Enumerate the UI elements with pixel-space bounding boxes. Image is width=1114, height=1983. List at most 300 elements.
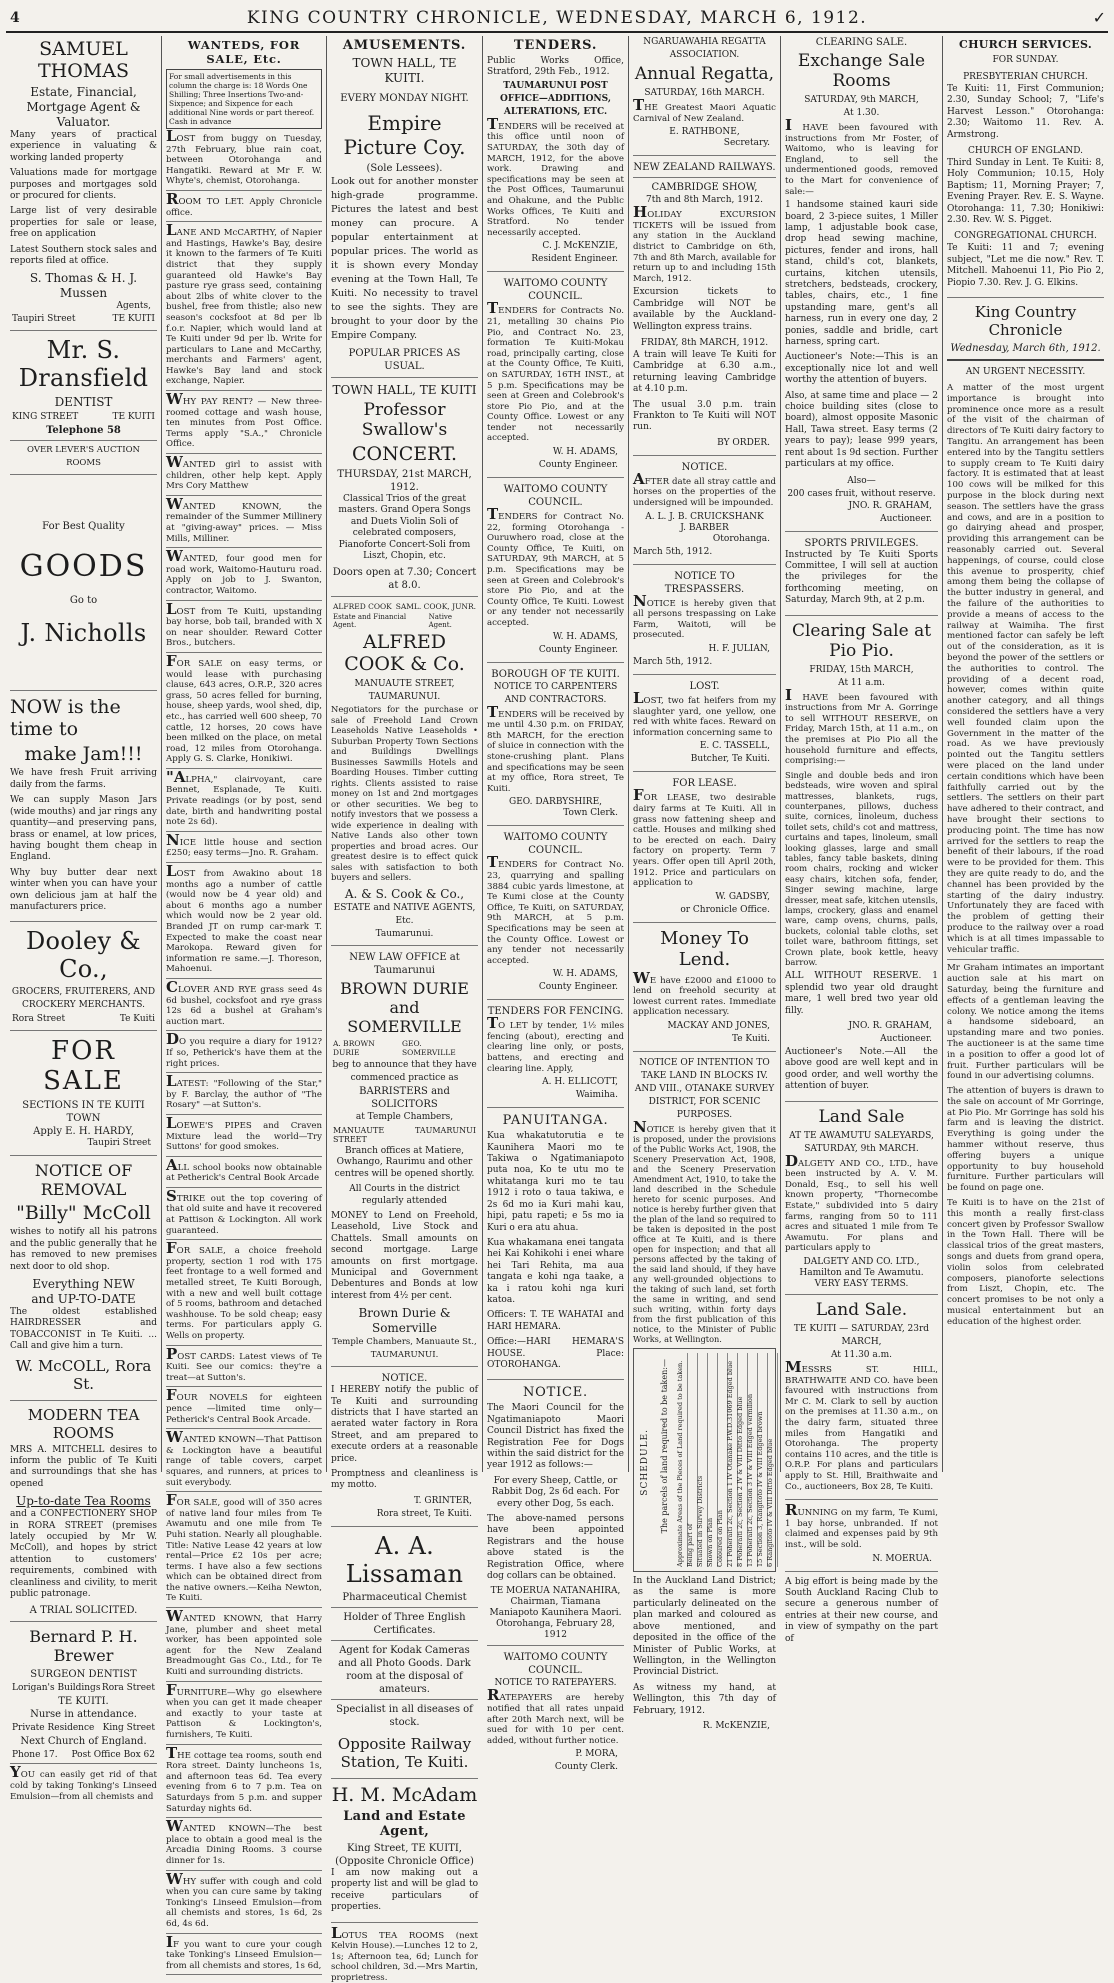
- ad-title: SAMUEL THOMAS: [10, 38, 157, 82]
- schedule-column-header: Coloured on Plan: [716, 1353, 728, 1567]
- notice-signature: R. McKENZIE,: [633, 1721, 770, 1732]
- church-text: Third Sunday in Lent. Te Kuiti: 8, Holy Communion; 10.15, Holy Baptism; 11, Morning Prayer; 7, Evening Prayer. Rev. E. S. Wayne. Otorohanga: 11, 7.30; Honikiwi: 2.30. Rev. W. S. Pigget.: [947, 158, 1104, 226]
- ad-signature: Agents,: [10, 301, 151, 312]
- notice-ratepayers: [487, 1651, 624, 1779]
- ad-address: [12, 1683, 155, 1693]
- address-street: Private Residence: [12, 1723, 94, 1733]
- notice-subtitle: CAMBRIDGE SHOW,: [633, 181, 776, 194]
- notice-signature: P. MORA,: [487, 1749, 618, 1760]
- notice-title: PANUITANGA.: [487, 1113, 624, 1128]
- section-heading: CHURCH SERVICES.: [947, 38, 1104, 51]
- ad-signature: ESTATE and NATIVE AGENTS, Etc.: [331, 902, 478, 928]
- ad-text: Branch offices at Matiere, Owhango, Raurimu and other centres will be opened shortly.: [331, 1146, 478, 1180]
- masthead-rule: [6, 31, 1108, 33]
- ad-text: SECTIONS IN TE KUITI TOWN: [10, 1099, 157, 1125]
- notice-signature: J. BARBER: [633, 523, 776, 534]
- ad-title: NOTICE OF REMOVAL: [10, 1161, 157, 1199]
- ad-text: Also—: [785, 475, 938, 488]
- ad-title: A. A. Lissaman: [331, 1532, 478, 1588]
- ad-text: 200 cases fruit, without reserve.: [785, 488, 938, 501]
- ad-mcadam: [331, 1784, 478, 1923]
- classified-ad: FOR SALE on easy terms, or would lease with purchasing clause, 643 acres, O.R.P., 320 acres grass, 50 acres felled for burning, house, sheep yards, wool shed, dip, etc., has carried well 600 sheep, 70 cattle, 12 horses, 20 cows have been milked on the place, on metal road, 12 miles from Otorohanga. Apply G. S. Clarke, Honikiwi.: [166, 656, 322, 765]
- church-text: Te Kuiti: 11 and 7; evening subject, "Let me die now." Rev. T. Mitchell. Mahoenui 11, Pio Pio 2, Piopio 7.30. Rev. J. G. Elkins.: [947, 243, 1104, 289]
- ad-text: We can supply Mason Jars (wide mouths) and jar rings any quantity—and preserving pans, brass or enamel, at low prices, having bought them cheap in England.: [10, 795, 157, 863]
- name-left: A. BROWN DURIE: [333, 1039, 402, 1057]
- ad-text: King Street, TE KUITI,: [331, 1842, 478, 1855]
- classified-ad: IF you want to cure your cough take Tonking's Linseed Emulsion—from all chemists and stores, 1s 6d,: [166, 1937, 322, 1972]
- ad-text: Valuations made for mortgage purposes and mortgages sold or procured for clients.: [10, 168, 157, 202]
- column-4: [483, 36, 629, 1472]
- ad-text: Why buy butter dear next winter when you can have your own delicious jam at half the manufacturers price.: [10, 868, 157, 914]
- tender-signature: C. J. McKENZIE,: [487, 241, 618, 252]
- classified-ad: WANTED KNOWN—That Pattison & Lockington have a beautiful range of table covers, carpet squares, and runners, at prices to suit everybody.: [166, 1432, 322, 1488]
- ad-jam: [10, 696, 157, 922]
- po-box: Post Office Box 62: [71, 1750, 155, 1760]
- ad-title: Mr. S. Dransfield: [10, 336, 157, 392]
- tender-contract-21: [487, 277, 624, 478]
- ad-signature: DALGETY AND CO. LTD.,: [785, 1257, 938, 1268]
- ad-alfred-cook: [331, 602, 478, 946]
- ad-signature: or Chronicle Office.: [633, 905, 770, 916]
- column-3: [327, 36, 483, 1472]
- ad-text: DALGETY AND CO., LTD., have been instructed by A. V. M. Donald, Esq., to sell his well known property, "Thornecombe Estate," subdivided into 5 dairy farms, ranging from 50 to 111 acres and situated 1 mile from Te Awamutu. For plans and particulars apply to: [785, 1156, 938, 1254]
- notice-signature: Butcher, Te Kuiti.: [633, 754, 770, 765]
- schedule-column-header: Shown on Plan: [706, 1353, 718, 1567]
- notice-text: For every Sheep, Cattle, or Rabbit Dog, 2s 6d each. For every other Dog, 5s each.: [487, 1476, 624, 1510]
- tender-contract-23: [487, 831, 624, 1000]
- notice-text: NOTICE is hereby given that it is proposed, under the provisions of the Public Works Act, 1908, the Scenery Preservation Act, 1908, and the Scenery Preservation Amendment Act, 1910, to take the land described in the Schedule hereto for scenic purposes. And notice is hereby further given that the plan of the land so required to be taken is deposited in the post office at Te Kuiti, and is there open for inspection; and that all persons affected by the taking of the said land should, if they have any well-grounded objections to the taking of such land, set forth the same in writing, and send such writing, within forty days from the first publication of this notice, to the Minister of Public Works, at Wellington.: [633, 1122, 776, 1344]
- tender-signature: W. H. ADAMS,: [487, 447, 618, 458]
- ad-signature: Temple Chambers, Manuaute St., TAUMARUNUI.: [331, 1336, 478, 1362]
- tender-signature: W. H. ADAMS,: [487, 632, 618, 643]
- ad-signature: S. Thomas & H. J. Mussen: [10, 271, 157, 301]
- classified-ad: CLOVER AND RYE grass seed 4s 6d bushel, cocksfoot and rye grass 12s 6d a bushel at Graham's auction mart.: [166, 982, 322, 1027]
- ad-text: MESSRS ST. HILL, BRATHWAITE AND CO. have been favoured with instructions from Mr C. M. Clark to sell by auction on the premises at 11.30 a.m., on the dairy farm, situated three miles from Hangatiki and Otorohanga. The property contains 110 acres, and the title is O.R.P. For plans and particulars apply to St. Hill, Braithwaite and Co., auctioneers, Box 28, Te Kuiti.: [785, 1362, 938, 1492]
- tender-signature: County Engineer.: [487, 982, 618, 993]
- section-subheading: FOR SUNDAY.: [947, 54, 1104, 67]
- tender-title: BOROUGH OF TE KUITI.: [487, 668, 624, 681]
- editorial-header: [947, 303, 1104, 361]
- notice-signature: Chairman, Tiamana Maniapoto Kaunihera Maori.: [487, 1597, 624, 1619]
- ad-text: Single and double beds and iron bedsteads, wire woven and spiral mattresses, blankets, rugs, counterpanes, pillows, duchess suite, cornices, linoleum, duchess toilet sets, child's cot and mattress, curtains and tapes, linoleum, small looking glasses, large and small tables, fancy table baskets, dining room chairs, rocking and wicker easy chairs, kitchen sofa, fender, Singer sewing machine, large dresser, meat safe, kitchen utensils, lamps, crockery, glass and enamel ware, camp ovens, churns, pails, buckets, colonial table cloths, set toilet ware, bathroom fittings, set Crown plate, book kettle, heavy barrow.: [785, 770, 938, 968]
- notice-text: Excursion tickets to Cambridge will NOT be available by the Auckland-Wellington express trains.: [633, 287, 776, 333]
- ad-text: Holder of Three English Certificates.: [331, 1611, 478, 1637]
- notice-text: Officers: T. TE WAHATAI and HARI HEMARA.: [487, 1310, 624, 1333]
- notice-signature: H. F. JULIAN,: [633, 644, 770, 655]
- address-town: TE KUITI: [112, 314, 155, 324]
- ad-title: NOW is the time to: [10, 696, 157, 740]
- tender-text: Public Works Office, Stratford, 29th Feb., 1912.: [487, 56, 624, 79]
- ad-text: OVER LEVER'S AUCTION ROOMS: [10, 444, 157, 470]
- notice-signature: County Clerk.: [487, 1762, 618, 1773]
- notice-dog-registration: [487, 1385, 624, 1646]
- ad-title: FOR LEASE.: [633, 777, 776, 790]
- tender-signature: County Engineer.: [487, 645, 618, 656]
- ad-address: [12, 412, 155, 422]
- news-paragraph: Te Kuiti is to have on the 21st of this month a really first-class concert given by Professor Swallow in the Town Hall. There will be classical trios of the great masters, songs and duets from grand opera, violin solos from celebrated composers, pianoforte selections from Liszt, Chopin, etc. The concert promises to be not only a musical entertainment but an education of the highest order.: [947, 1198, 1104, 1328]
- ad-regatta: [633, 36, 776, 156]
- ad-subtitle: NEW LAW OFFICE at Taumarunui: [331, 951, 478, 977]
- classified-ad: WHY PAY RENT? — New three-roomed cottage and wash house, ten minutes from Post Office. Terms apply "S.A.," Chronicle Office.: [166, 394, 322, 450]
- address-town: TE KUITI: [112, 412, 155, 422]
- column-5: [629, 36, 781, 1472]
- ad-text: and a CONFECTIONERY SHOP in RORA STREET (premises lately occupied by Mr W. McColl), and hopes by strict attention to customers' requirements, combined with cleanliness and civility, to merit public patronage.: [10, 1509, 157, 1600]
- ad-signature: Taumarunui.: [331, 928, 478, 941]
- ad-title: Annual Regatta,: [633, 64, 776, 84]
- ad-signature: W. McCOLL, Rora St.: [10, 1357, 157, 1393]
- ad-subtitle: Mortgage Agent &: [10, 100, 157, 115]
- ad-samuel-thomas: [10, 38, 157, 331]
- ad-subtitle: AT TE AWAMUTU SALEYARDS,: [785, 1130, 938, 1143]
- ad-lissaman: [331, 1532, 478, 1779]
- ad-grinter-notice: [331, 1372, 478, 1527]
- page-number: 4: [10, 10, 20, 26]
- church-name: PRESBYTERIAN CHURCH.: [947, 71, 1104, 84]
- ad-title: BROWN DURIE and SOMERVILLE: [331, 979, 478, 1036]
- ad-text: Latest Southern stock sales and reports filed at office.: [10, 245, 157, 268]
- ad-for-sale-sections: [10, 1036, 157, 1156]
- land-schedule-table: [633, 1348, 776, 1572]
- ad-text: We have fresh Fruit arriving daily from the farms.: [10, 768, 157, 791]
- ad-address: [333, 1126, 476, 1144]
- address-town: Te Kuiti: [120, 1014, 155, 1024]
- ad-subtitle: SATURDAY, 9th MARCH,: [785, 94, 938, 107]
- ad-title: Opposite Railway Station, Te Kuiti.: [331, 1735, 478, 1771]
- ad-subtitle: MANUAUTE STREET, TAUMARUNUI.: [331, 678, 478, 704]
- ad-text: Also, at same time and place — 2 choice building sites (close to board), almost opposite Masonic Hall, Tawa street. Easy terms (2 years to pay); lease 999 years, rent about 1s 9d section. Further particulars at my office.: [785, 391, 938, 471]
- ad-signature: W. GADSBY,: [633, 892, 770, 903]
- tender-title: TAUMARUNUI POST OFFICE—ADDITIONS, ALTERATIONS, ETC.: [487, 80, 624, 119]
- ad-title: SPORTS PRIVILEGES.: [785, 537, 938, 550]
- classified-ad: WHY suffer with cough and cold when you can cure same by taking Tonking's Linseed Emulsion—from all chemists and stores, 1s 6d, 2s 6d, 4s 6d.: [166, 1874, 322, 1930]
- ad-names: [333, 1039, 476, 1057]
- church-text: Te Kuiti: 11, First Communion; 2.30, Sunday School; 7, "Life's Harvest Lesson." Otorohanga: 2.30; Waitomo 11. Rev. A. Armstrong.: [947, 84, 1104, 141]
- schedule-subtitle: The parcels of land required to be taken:—: [660, 1359, 672, 1533]
- ad-names: [333, 602, 476, 611]
- classified-ad: LOST from Awakino about 18 months ago a number of cattle (would now be 4 year old) and about 6 months ago a number which would now be 2 year old. Branded JT on rump car-mark T. Expected to make the coast near Marokopa. Reward given for information re same.—J. Thoreson, Mahoenui.: [166, 866, 322, 975]
- classified-ad: WANTED, four good men for road work, Waitomo-Hauturu road. Apply on job to J. Swanton, contractor, Waitomo.: [166, 551, 322, 596]
- ad-subtitle: SATURDAY, 16th MARCH.: [633, 87, 776, 100]
- classified-ad: WANTED girl to assist with children, other help kept. Apply Mrs Cory Matthew: [166, 457, 322, 492]
- ad-signature: JNO. R. GRAHAM,: [785, 501, 932, 512]
- notice-text: AFTER date all stray cattle and horses on the properties of the undersigned will be impounded.: [633, 474, 776, 509]
- editorial-text: A matter of the most urgent importance is brought into prominence once more as a result of the visit of the chairman of directors of Te Kuiti dairy factory to Tangitu. An arrangement has been entered into by the Tangitu settlers to supply cream to Te Kuiti dairy factory. It is estimated that at least 100 cows will be milked for this purpose in the block during next season. The settlers have the grass and cows, and are in a position to go dairying ahead and prosper, providing this arrangement can be reasonably carried out. Several happenings, of course, could close this avenue to prosperity, chief among them being the collapse of the butter industry in general, and the failure of the authorities to provide a means of access to the railway at Waimiha. The first mentioned factor can safely be left out of the consideration, as it is beyond the power of the settlers or the authorities to control. The providing of a decent road, however, comes within quite another category, and all things considered the settlers have a very well founded claim upon the Government in the matter of the road. As we have previously pointed out the Tangitu settlers were placed on the land under certain conditions which have been faithfully carried out by the settlers. The settlers on their part have adhered to their contract, and have brought their sections to producing point. The time has now arrived for the settlers to reap the benefit of their labours, if the road were to be provided for them. This they are quite ready to do, and the channel has been provided by the starting of the dairy industry. Unfortunately they are faced with the problem of getting their produce to the railway over a road which is at all times impassable to vehicular traffic.: [947, 383, 1104, 955]
- section-heading: WANTEDS, FOR SALE, Etc.: [166, 38, 322, 66]
- notice-land-taking: [633, 1057, 776, 1738]
- section-heading: TENDERS.: [487, 38, 624, 53]
- ad-brewer: [10, 1627, 157, 1809]
- church-services: [947, 38, 1104, 298]
- ad-text: Auctioneer's Note.—All the above good are well kept and in good order, and well worthy the attention of buyer.: [785, 1047, 938, 1093]
- ad-title: Dooley & Co.,: [10, 927, 157, 983]
- notice-lost-heifers: [633, 680, 776, 772]
- ad-signature: Auctioneer.: [785, 1034, 932, 1045]
- checkmark-icon: ✓: [1093, 8, 1106, 27]
- ad-subtitle: TE KUITI — SATURDAY, 23rd MARCH,: [785, 1323, 938, 1349]
- ad-text: ALL WITHOUT RESERVE. 1 splendid two year old draught mare, 1 well bred two year old filly.: [785, 971, 938, 1017]
- ad-signature: Auctioneer.: [785, 514, 932, 525]
- news-paragraph: A big effort is being made by the South Auckland Racing Club to secure a generous number of entries at their new course, and in view of sympathy on the part of: [785, 1577, 938, 1645]
- column-2: [162, 36, 327, 1472]
- ad-brown-durie: [331, 951, 478, 1367]
- tender-taumarunui-post-office: [487, 56, 624, 272]
- ad-title: GOODS: [10, 549, 157, 584]
- ad-text: Go to: [10, 594, 157, 607]
- name-right: GEO. SOMERVILLE: [402, 1039, 476, 1057]
- notice-date: March 5th, 1912.: [633, 547, 770, 558]
- ad-signature: VERY EASY TERMS.: [785, 1279, 938, 1290]
- column-1: [6, 36, 162, 1472]
- notice-title: WAITOMO COUNTY COUNCIL.: [487, 1651, 624, 1677]
- column-7: [943, 36, 1108, 1472]
- ad-text: at Temple Chambers,: [331, 1111, 478, 1124]
- ad-text: I HAVE been favoured with instructions from Mr Foster, of Waitomo, who is leaving for England, to sell the undermentioned goods, removed to the Mart for convenience of sale:—: [785, 120, 938, 197]
- tender-title: NOTICE TO CARPENTERS AND CONTRACTORS.: [487, 681, 624, 707]
- notice-signature: E. C. TASSELL,: [633, 741, 770, 752]
- ad-text: TE KUITI.: [10, 1695, 157, 1708]
- notice-title: NOTICE.: [633, 461, 776, 474]
- ad-phone: Telephone 58: [10, 424, 157, 437]
- ad-text: Next Church of England.: [10, 1735, 157, 1748]
- ad-text: POPULAR PRICES AS USUAL.: [331, 347, 478, 373]
- ad-title: J. Nicholls: [10, 619, 157, 647]
- ad-text: Look out for another monster high-grade programme. Pictures the latest and best money can procure. A popular entertainment at popular prices. The world as it is shown every Monday evening at the Town Hall, Te Kuiti. No necessity to travel to see the sights. They are brought to your door by the Empire Company.: [331, 175, 478, 343]
- notice-railways: [633, 161, 776, 456]
- notice-text: Office:—HARI HEMARA'S HOUSE. Place: OTOROHANGA.: [487, 1337, 624, 1371]
- tender-text: TENDERS for Contract No. 23, quarrying and spalling 3884 cubic yards limestone, at Te Kumi close at the County Office, Te Kuiti, on SATURDAY, 9th MARCH, at 5 p.m. Specifications may be seen at the County Office. Lowest or any tender not necessarily accepted.: [487, 857, 624, 966]
- newspaper-masthead-title: KING COUNTRY CHRONICLE, WEDNESDAY, MARCH 6, 1912.: [0, 8, 1114, 28]
- ad-money-to-lend: [633, 928, 776, 1052]
- notice-title: NOTICE OF INTENTION TO TAKE LAND IN BLOCKS IV. AND VIII., OTANAKE SURVEY DISTRICT, FOR SCENIC PURPOSES.: [633, 1057, 776, 1122]
- ad-text: FOR LEASE, two desirable dairy farms at Te Kuiti. All in grass now fattening sheep and cattle. Houses and milking shed to be erected on each. Dairy factory on property. Term 7 years. Offer open till April 20th, 1912. Price and particulars on application to: [633, 790, 776, 888]
- address-town: TAUMARUNUI: [415, 1126, 476, 1144]
- ad-text: The oldest established HAIRDRESSER and TOBACCONIST in Te Kuiti. ... Call and give him a turn.: [10, 1307, 157, 1353]
- ad-land-sale-te-awamutu: [785, 1107, 938, 1295]
- tender-signature: GEO. DARBYSHIRE,: [487, 797, 624, 808]
- tender-signature: A. H. ELLICOTT,: [487, 1077, 618, 1088]
- ad-subtitle: EVERY MONDAY NIGHT.: [331, 92, 478, 105]
- ad-text: I HAVE been favoured with instructions from Mr A. Gorringe to sell WITHOUT RESERVE, on Friday, March 15th, at 11 a.m., on the premises at Pio Pio all the household furniture and effects, comprising:—: [785, 690, 938, 767]
- classified-ad: LOST from Te Kuiti, upstanding bay horse, bob tail, branded with X on near shoulder. Reward Cotter Bros., butchers.: [166, 604, 322, 649]
- ad-text: MONEY to Lend on Freehold, Leasehold, Live Stock and Chattels. Small amounts on second mortgage. Large amounts on first mortgage. Municipal and Government Debentures and Bonds at low interest from 4½ per cent.: [331, 1211, 478, 1302]
- ad-text: 1 handsome stained kauri side board, 2 3-piece suites, 1 Miller lamp, 1 adjustable book case, drop head sewing machine, pictures, fender and irons, hall stand, child's cot, blankets, curtains, kitchen utensils, stretchers, bedsteads, crockery, tables, chairs, etc., 1 fine upstanding mare, gent's all harness, run in every one day, 2 ponies, saddle and bridle, cart harness, spring cart.: [785, 200, 938, 348]
- ad-title: Professor Swallow's: [331, 400, 478, 440]
- notice-text: The usual 3.0 p.m. train Frankton to Te Kuiti will NOT run.: [633, 400, 776, 434]
- notice-text: The above-named persons have been appointed Registrars and the house above stated is the Registration Office, where dog collars can be obtained.: [487, 1514, 624, 1582]
- news-paragraph: The attention of buyers is drawn to the sale on account of Mr Gorringe, at Pio Pio. Mr Gorringe has sold his farm and is leaving the district. Everything is going under the hammer without reserve, thus offering buyers a unique opportunity to buy household furniture. Further particulars will be found on page one.: [947, 1086, 1104, 1194]
- notice-text: RATEPAYERS are hereby notified that all rates unpaid after 20th March next, will be sued for with 10 per cent. added, without further notice.: [487, 1690, 624, 1746]
- notice-text: HOLIDAY EXCURSION TICKETS will be issued from any station in the Auckland district to Cambridge on 6th, 7th and 8th March, available for return up to and including 15th March, 1912.: [633, 207, 776, 284]
- notice-text: A train will leave Te Kuiti for Cambridge at 6.30 a.m., returning leaving Cambridge at 4.10 p.m.: [633, 350, 776, 396]
- classified-list: [166, 131, 322, 1975]
- ad-text: Many years of practical experience in valuating & working landed property: [10, 130, 157, 164]
- notice-subtitle: 7th and 8th March, 1912.: [633, 194, 776, 207]
- tender-title: WAITOMO COUNTY COUNCIL.: [487, 277, 624, 303]
- ad-address: [12, 1723, 155, 1733]
- notice-title: NOTICE TO RATEPAYERS.: [487, 1677, 624, 1690]
- ad-text: Promptness and cleanliness is my motto.: [331, 1469, 478, 1492]
- ad-subtitle: Land and Estate Agent,: [331, 1809, 478, 1839]
- classified-ad: THE cottage tea rooms, south end Rora street. Dainty luncheons 1s, and afternoon teas 6d. Tea every evening from 6 to 7 p.m. Tea on Saturdays from 5 p.m. and supper Saturday nights 6d.: [166, 1748, 322, 1815]
- classified-ad: WANTED KNOWN, the remainder of the Summer Millinery at "giving-away" prices. — Miss Mills, Milliner.: [166, 499, 322, 544]
- ad-text: and UP-TO-DATE: [10, 1292, 157, 1307]
- ad-empire-picture: [331, 56, 478, 378]
- ad-text: Negotiators for the purchase or sale of Freehold Land Crown Leaseholds Native Leaseholds • Suburban Property Town Sections and Buildings Dwellings Businesses Sawmills Hotels and Boarding Houses. Timber cutting rights. Clients assisted to raise money on 1st and 2nd mortgages or other securities. We beg to notify investors that we possess a wide experience in dealing with Native Lands also other town properties and broad acres. Our greatest desire is to effect quick sales with satisfaction to both buyers and sellers.: [331, 704, 478, 883]
- notice-signature: N. MOERUA.: [785, 1554, 932, 1565]
- ad-signature: Secretary.: [633, 138, 770, 149]
- ad-signature: E. RATHBONE,: [633, 127, 776, 138]
- notice-text: Kua whakamana enei tangata hei Kai Kohikohi i enei whare hei Tari Rehita, ma aua tangata e kohi nga taake, a ka i ratou kohi nga kuri katoa.: [487, 1238, 624, 1306]
- ad-text: Large list of very desirable properties for sale or lease, free on application: [10, 206, 157, 240]
- notice-text: Kua whakatutorutia e te Kaunihera Maori mo te Takiwa o Ngatimaniapoto puta noa, Ko te utu mo te whitatanga kuri mo te tau 1912 i roto o taua takiwa, e 2s 6d mo ia Kuri mahi kau, hipi, patu rapeti; e 5s mo ia Kuri o era atu ahua.: [487, 1131, 624, 1234]
- ad-address: [12, 314, 155, 324]
- ad-title: Empire Picture Coy.: [331, 111, 478, 159]
- notice-title: NOTICE.: [487, 1385, 624, 1400]
- classified-ad: STRIKE out the top covering of that old suite and have it recovered at Pattison & Lockington. All work guaranteed.: [166, 1191, 322, 1236]
- ad-address: [12, 1014, 155, 1024]
- tender-signature: Resident Engineer.: [487, 254, 618, 265]
- classified-ad: LATEST: "Following of the Star," by F. Barclay, the author of "The Rosary" —at Sutton's.: [166, 1076, 322, 1111]
- masthead: [0, 0, 1114, 30]
- ad-subtitle: FRIDAY, 15th MARCH,: [785, 664, 938, 677]
- tender-borough: [487, 668, 624, 827]
- ad-exchange-sale-rooms: [785, 36, 938, 532]
- tender-text: TENDERS will be received at this office until noon of SATURDAY, the 30th day of MARCH, 1912, for the above work. Drawing and specifications may be seen at the Post Offices, Taumarunui and Ohakune, and the Public Works Offices, Te Kuiti and Stratford. No tender necessarily accepted.: [487, 119, 624, 239]
- ad-modern-tea-rooms: [10, 1406, 157, 1623]
- classified-ad: ALL school books now obtainable at Petherick's Central Book Arcade: [166, 1160, 322, 1184]
- ad-roles: [333, 613, 476, 629]
- ad-title: Bernard P. H. Brewer: [10, 1627, 157, 1665]
- address-street: KING STREET: [12, 412, 78, 422]
- ad-title: "Billy" McColl: [10, 1202, 157, 1224]
- ad-signature: A. & S. Cook & Co.,: [331, 887, 478, 902]
- name-right: SAML. COOK, JUNR.: [396, 602, 476, 611]
- ad-title: Land Sale.: [785, 1300, 938, 1320]
- ad-pio-pio-clearing-sale: [785, 621, 938, 1102]
- address-town: Rora Street: [102, 1683, 155, 1693]
- classified-ad: LOEWE'S PIPES and Craven Mixture lead the world—Try Suttons' for good smokes.: [166, 1118, 322, 1153]
- tender-title: WAITOMO COUNTY COUNCIL.: [487, 483, 624, 509]
- ad-sports-privileges: [785, 537, 938, 616]
- rates-notice: For small advertisements in this column the charge is: 18 Words One Shilling; Three Insertions Two-and-Sixpence; and Sixpence for each additional Nine words or part thereof. Cash in advance: [166, 69, 322, 129]
- notice-panuitanga: [487, 1113, 624, 1380]
- ad-text: beg to announce that they have commenced practice as: [331, 1059, 478, 1085]
- notice-signature: Otorohanga.: [633, 534, 770, 545]
- ad-text: wishes to notify all his patrons and the public generally that he has removed to new premises next door to old shop.: [10, 1227, 157, 1273]
- ad-text: I am now making out a property list and will be glad to receive particulars of properties.: [331, 1868, 478, 1914]
- ad-text: Apply E. H. HARDY,: [10, 1125, 157, 1138]
- ad-text: I HEREBY notify the public of Te Kuiti and surrounding districts that I have started an aerated water factory in Rora Street, and am prepared to execute orders at a reasonable price.: [331, 1385, 478, 1465]
- name-left: ALFRED COOK: [333, 602, 392, 611]
- ad-text: Nurse in attendance.: [10, 1708, 157, 1721]
- ad-text: Doors open at 7.30; Concert at 8.0.: [331, 566, 478, 592]
- address-street: Taupiri Street: [12, 314, 76, 324]
- classified-ad: LANE AND McCARTHY, of Napier and Hastings, Hawke's Bay, desire it known to the farmers of Te Kuiti district that they supply guaranteed old Hawke's Bay pasture rye grass seed, containing about 2lbs of white clover to the bushel, free from thistle; also new season's cocksfoot at 8d per lb f.o.r. Napier, which would land at Te Kuiti under 9d per lb. Write for particulars to Lane and McCarthy, merchants and Farmers' agent, Hawke's Bay land and stock exchange, Napier.: [166, 225, 322, 387]
- tender-signature: W. H. ADAMS,: [487, 969, 618, 980]
- editorial-date: Wednesday, March 6th, 1912.: [947, 342, 1104, 355]
- ad-text: A TRIAL SOLICITED.: [10, 1604, 157, 1617]
- ad-text: Instructed by Te Kuiti Sports Committee, I will sell at auction the privileges for the forthcoming meeting, on Saturday, March 9th, at 2 p.m.: [785, 550, 938, 607]
- ad-signature: MACKAY AND JONES,: [633, 1021, 770, 1032]
- address-town: King Street: [103, 1723, 155, 1733]
- notice-signature: TE MOERUA NATANAHIRA,: [487, 1586, 624, 1597]
- address-street: Lorigan's Buildings: [12, 1683, 100, 1693]
- classified-ad: FOR SALE, good will of 350 acres of native land four miles from Te Awamutu and one mile from Te Puhi station. Nearly all ploughable. Title: Native Lease 42 years at low rental—Price £2 10s per acre; terms. I have also a few sections which can be obtained direct from the native owners.—Keiha Newton, Te Kuiti.: [166, 1495, 322, 1604]
- ad-signature: T. GRINTER,: [331, 1496, 472, 1507]
- ad-signature: Hamilton and Te Awamutu.: [785, 1268, 938, 1279]
- ad-text: Agent for Kodak Cameras and all Photo Goods. Dark room at the disposal of amateurs.: [331, 1644, 478, 1696]
- ad-text: All Courts in the district regularly attended: [331, 1184, 478, 1207]
- notice-title: NOTICE TO TRESPASSERS.: [633, 570, 776, 596]
- classified-ad: "ALPHA," clairvoyant, care Bennet, Esplanade, Te Kuiti. Private readings (or by post, send date, birth and handwriting postal note 2s 6d).: [166, 772, 322, 828]
- ad-text: Auctioneer's Note:—This is an exceptionally nice lot and well worthy the attention of buyers.: [785, 352, 938, 386]
- tender-text: TENDERS for Contract No. 22, forming Otorohanga - Ouruwhero road, close at the County Office, Te Kuiti, on SATURDAY, 9th MARCH, at 5 p.m. Specifications may be seen at Green and Colebrook's store Pio Pio, and at the County Office, Te Kuiti. Lowest or any tender not necessarily accepted.: [487, 509, 624, 629]
- ad-dransfield: [10, 336, 157, 475]
- ad-title: Exchange Sale Rooms: [785, 51, 938, 91]
- ad-text: Everything NEW: [10, 1277, 157, 1292]
- ad-signature: Te Kuiti.: [633, 1034, 770, 1045]
- classified-ad: FURNITURE—Why go elsewhere when you can get it made cheaper and exactly to your taste at Pattison & Lockington's, furnishers, Te Kuiti.: [166, 1685, 322, 1741]
- news-paragraph: Mr Graham intimates an important auction sale at his mart on Saturday, being the furniture and effects of a gentleman leaving the colony. We notice among the items a handsome sideboard, an upstanding mare and two ponies. The auctioneer is at the same time in a position to offer a good lot of fruit. Further particulars will be found in our advertising columns.: [947, 963, 1104, 1082]
- tender-fencing: [487, 1005, 624, 1108]
- role-right: Native Agent.: [429, 613, 476, 629]
- phone-number: Phone 17.: [12, 1750, 58, 1760]
- tender-signature: County Engineer.: [487, 460, 618, 471]
- ad-subtitle: SURGEON DENTIST: [10, 1668, 157, 1681]
- classified-ad: DO you require a diary for 1912? If so, Petherick's have them at the right prices.: [166, 1034, 322, 1069]
- ad-phone: [12, 1750, 155, 1760]
- ad-title: make Jam!!!: [10, 743, 157, 765]
- editorial-title: AN URGENT NECESSITY.: [947, 366, 1104, 379]
- notice-text: RUNNING on my farm, Te Kumi, 1 bay horse, unbranded. If not claimed and expenses paid by 9th inst., will be sold.: [785, 1505, 938, 1550]
- address-street: Rora Street: [12, 1014, 65, 1024]
- notice-text: The Maori Council for the Ngatimaniapoto Maori Council District has fixed the Registration Fee for Dogs within the said district for the year 1912 as follows:—: [487, 1403, 624, 1471]
- ad-subtitle: At 1.30.: [785, 107, 938, 120]
- ad-title: MODERN TEA ROOMS: [10, 1406, 157, 1442]
- ad-text: (Opposite Chronicle Office): [331, 1855, 478, 1868]
- ad-subtitle: Pharmaceutical Chemist: [331, 1591, 478, 1604]
- notice-text: LOST, two fat heifers from my slaughter yard, one yellow, one red with white faces. Reward on information concerning same to: [633, 693, 776, 738]
- ad-subtitle: At 11 a.m.: [785, 677, 938, 690]
- tender-signature: Town Clerk.: [487, 808, 618, 819]
- ad-subtitle: Valuator.: [10, 115, 157, 130]
- ad-subtitle: NGARUAWAHIA REGATTA ASSOCIATION.: [633, 36, 776, 62]
- ad-dooley: [10, 927, 157, 1031]
- page-columns: [6, 36, 1108, 1472]
- schedule-column-header: Being part of: [686, 1353, 698, 1567]
- classified-ad: LOTUS TEA ROOMS (next Kelvin House).—Lunches 12 to 2, 1s; Afternoon tea, 6d; Lunch for school children, 3d.—Mrs Martin, proprietress.: [331, 1928, 478, 1983]
- schedule-row: 13 Poheraiti 2c, Section 3 IV & VIII Edged vermilion: [746, 1353, 758, 1567]
- ad-subtitle: THURSDAY, 21st MARCH, 1912.: [331, 468, 478, 494]
- notice-text: NOTICE is hereby given that all persons trespassing on Lake Farm, Waitoti, will be prosecuted.: [633, 596, 776, 641]
- tender-contract-22: [487, 483, 624, 663]
- ad-subtitle: Estate, Financial,: [10, 85, 157, 100]
- church-name: CONGREGATIONAL CHURCH.: [947, 230, 1104, 243]
- notice-title: LOST.: [633, 680, 776, 693]
- classified-ad: ROOM TO LET. Apply Chronicle office.: [166, 194, 322, 218]
- classified-ad: NICE little house and section £250; easy terms—Jno. R. Graham.: [166, 835, 322, 859]
- classified-ad: WANTED KNOWN—The best place to obtain a good meal is the Arcadia Dining Rooms. 3 course dinner for 1s.: [166, 1821, 322, 1866]
- ad-land-sale-te-kuiti: [785, 1300, 938, 1500]
- role-left: Estate and Financial Agent.: [333, 613, 429, 629]
- schedule-row: 21 Poheraiti 2c, Section 1 IV Otanake P.W.D.31069 Edged blue: [726, 1353, 738, 1567]
- ad-title: Money To Lend.: [633, 928, 776, 970]
- schedule-title: SCHEDULE.: [640, 1429, 656, 1496]
- ad-text: Up-to-date Tea Rooms: [10, 1494, 157, 1509]
- ad-subtitle: TOWN HALL, TE KUITI: [331, 383, 478, 398]
- ad-for-lease: [633, 777, 776, 922]
- ad-title: ALFRED COOK & Co.: [331, 631, 478, 675]
